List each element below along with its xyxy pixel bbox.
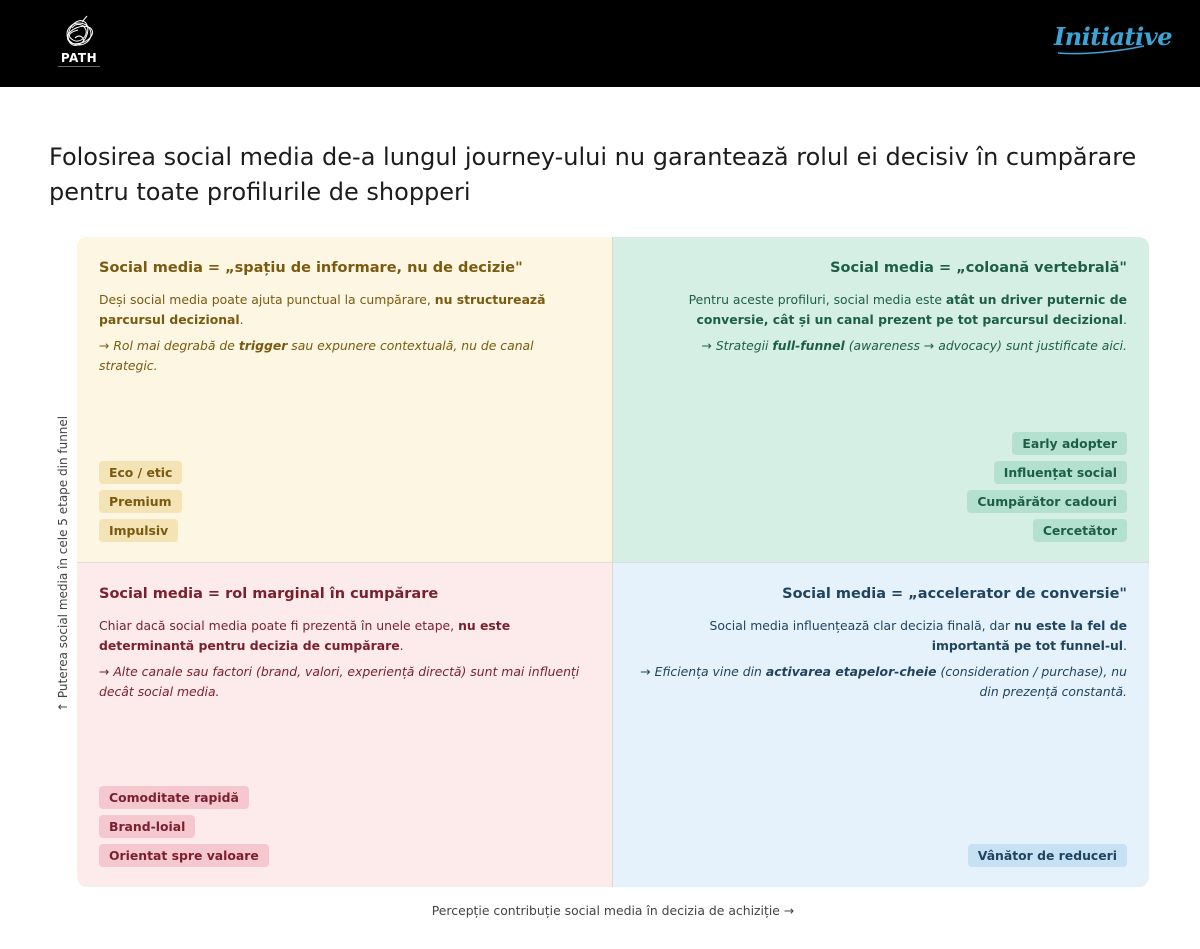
horizontal-divider bbox=[77, 562, 1149, 563]
quadrant-title: Social media = rol marginal în cumpărare bbox=[99, 586, 439, 602]
quadrant-title: Social media = „spațiu de informare, nu de decizie" bbox=[99, 260, 523, 276]
profile-tag: Premium bbox=[99, 490, 182, 513]
profile-tags bbox=[967, 432, 1127, 542]
profile-tag: Comoditate rapidă bbox=[99, 786, 249, 809]
header-bar bbox=[0, 0, 1200, 87]
quadrant-note: → Eficiența vine din activarea etapelor-cheie (consideration / purchase), nu din prezență constantă. bbox=[640, 664, 1127, 699]
profile-tag: Brand-loial bbox=[99, 815, 195, 838]
quadrant-description: Chiar dacă social media poate fi prezentă în unele etape, nu este determinantă pentru decizia de cumpărare. bbox=[99, 618, 511, 653]
profile-tag: Cumpărător cadouri bbox=[967, 490, 1127, 513]
quadrant-matrix bbox=[77, 237, 1149, 887]
page-title: Folosirea social media de-a lungul journey-ului nu garantează rolul ei decisiv în cumpărare pentru toate profilurile de shopperi bbox=[49, 143, 1137, 206]
profile-tag: Vânător de reduceri bbox=[968, 844, 1127, 867]
quadrant-description: Social media influențează clar decizia finală, dar nu este la fel de importantă pe tot funnel-ul. bbox=[709, 618, 1127, 653]
scribble-logo-icon bbox=[62, 14, 96, 50]
profile-tag: Cercetător bbox=[1033, 519, 1127, 542]
quadrant-note: → Strategii full-funnel (awareness → advocacy) sunt justificate aici. bbox=[701, 338, 1127, 353]
quadrant-description: Pentru aceste profiluri, social media este atât un driver puternic de conversie, cât și un canal prezent pe tot parcursul decizional. bbox=[688, 292, 1127, 327]
y-axis-label: ↑ Puterea social media în cele 5 etape din funnel bbox=[56, 415, 70, 712]
profile-tag: Influențat social bbox=[994, 461, 1127, 484]
quadrant-note: → Rol mai degrabă de trigger sau expunere contextuală, nu de canal strategic. bbox=[99, 338, 534, 373]
x-axis-label: Percepție contribuție social media în decizia de achiziție → bbox=[431, 903, 795, 918]
profile-tags bbox=[968, 844, 1127, 867]
quadrant-top-right bbox=[613, 237, 1149, 562]
profile-tag: Eco / etic bbox=[99, 461, 182, 484]
quadrant-bottom-left bbox=[77, 563, 612, 887]
quadrant-top-left bbox=[77, 237, 612, 562]
profile-tag: Early adopter bbox=[1012, 432, 1127, 455]
profile-tag: Impulsiv bbox=[99, 519, 178, 542]
profile-tag: Orientat spre valoare bbox=[99, 844, 269, 867]
quadrant-description: Deși social media poate ajuta punctual la cumpărare, nu structurează parcursul decizional. bbox=[99, 292, 546, 327]
initiative-swoosh-icon bbox=[1056, 44, 1146, 56]
path-logo-underline bbox=[58, 66, 100, 68]
quadrant-title: Social media = „coloană vertebrală" bbox=[830, 260, 1127, 276]
path-logo bbox=[56, 14, 102, 66]
profile-tags bbox=[99, 461, 182, 542]
path-logo-text: PATH bbox=[60, 51, 98, 65]
quadrant-note: → Alte canale sau factori (brand, valori, experiență directă) sunt mai influenți decât social media. bbox=[99, 664, 580, 699]
profile-tags bbox=[99, 786, 269, 867]
initiative-logo: Initiative bbox=[1054, 22, 1172, 51]
quadrant-bottom-right bbox=[613, 563, 1149, 887]
quadrant-title: Social media = „accelerator de conversie" bbox=[782, 586, 1127, 602]
